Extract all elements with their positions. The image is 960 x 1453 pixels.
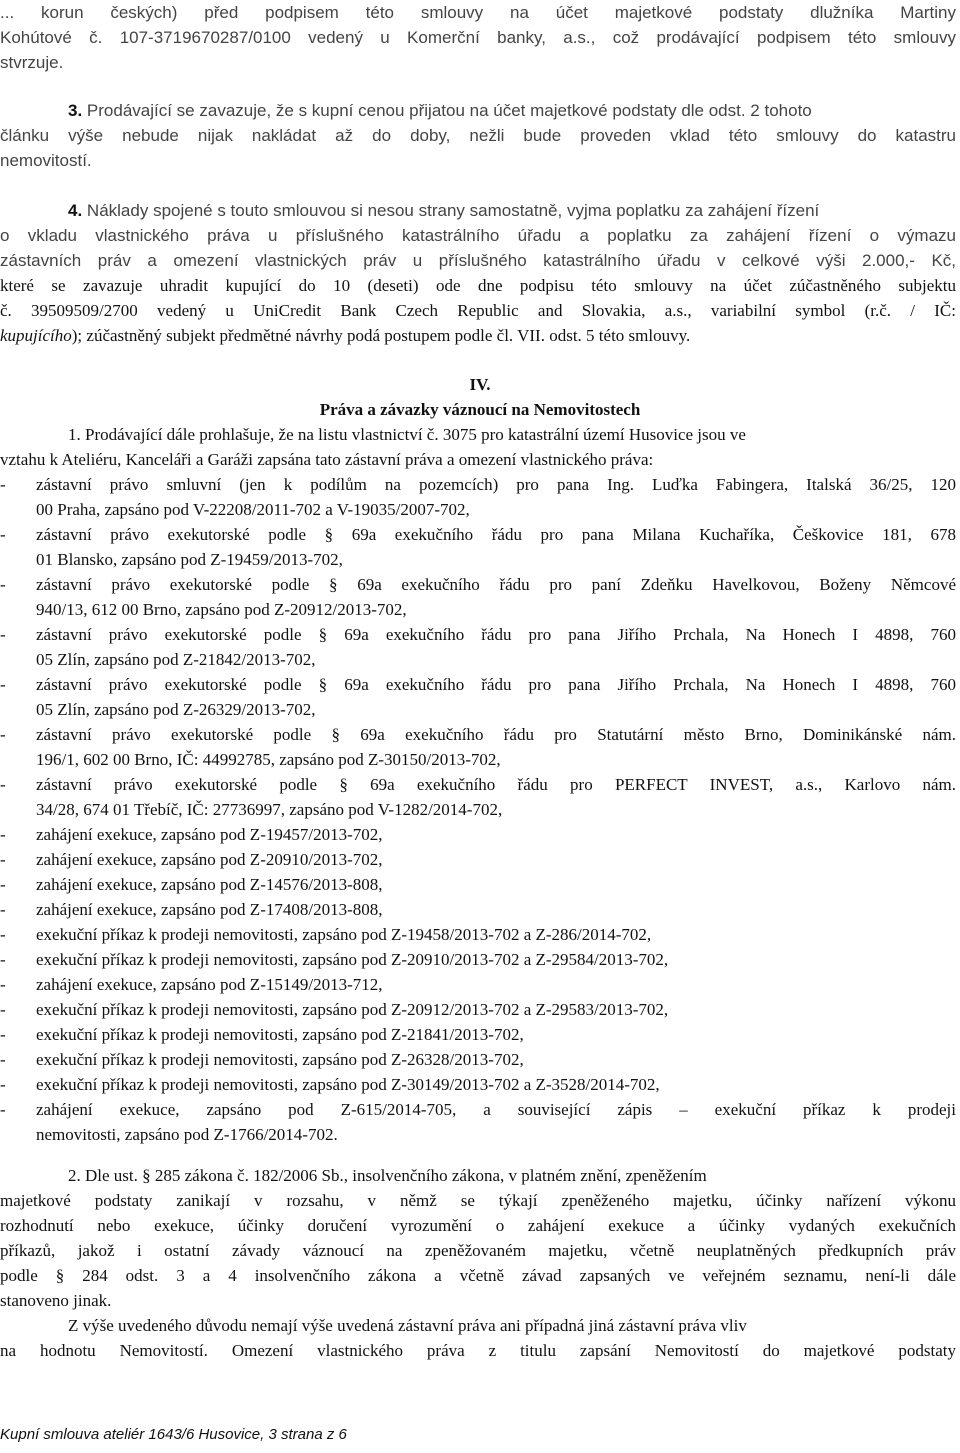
text-line: majetkové podstaty zanikají v rozsahu, v němž se týkají zpeněženého majetku, účinky nařízení výkonu	[0, 1191, 956, 1210]
text-line: které se zavazuje uhradit kupující do 10 (deseti) ode dne podpisu této smlouvy na účet zúčastněného subjektu	[0, 276, 956, 295]
list-dash: -	[0, 1075, 6, 1094]
list-dash: -	[0, 975, 6, 994]
list-dash: -	[0, 675, 6, 694]
list-item: zástavní právo exekutorské podle § 69a exekučního řádu pro pana Jiřího Prchala, Na Honech I 4898, 760	[36, 675, 956, 694]
list-item: zástavní právo smluvní (jen k podílům na pozemcích) pro pana Ing. Luďka Fabingera, Italská 36/25, 120	[36, 475, 956, 494]
list-item: zahájení exekuce, zapsáno pod Z-615/2014-705, a související zápis – exekuční příkaz k prodeji	[36, 1100, 956, 1119]
list-item: zástavní právo exekutorské podle § 69a exekučního řádu pro paní Zdeňku Havelkovou, Boženy Němcové	[36, 575, 956, 594]
list-dash: -	[0, 950, 6, 969]
list-dash: -	[0, 1025, 6, 1044]
text-line: stanoveno jinak.	[0, 1291, 112, 1310]
list-item: zástavní právo exekutorské podle § 69a exekučního řádu pro PERFECT INVEST, a.s., Karlovo nám.	[36, 775, 956, 794]
list-item-continuation: 196/1, 602 00 Brno, IČ: 44992785, zapsáno pod Z-30150/2013-702,	[36, 750, 501, 769]
list-item: zahájení exekuce, zapsáno pod Z-17408/2013-808,	[36, 900, 383, 919]
list-item: exekuční příkaz k prodeji nemovitosti, zapsáno pod Z-19458/2013-702 a Z-286/2014-702,	[36, 925, 652, 944]
text-line: Kohútové č. 107-3719670287/0100 vedený u Komerční banky, a.s., což prodávající podpisem této smlouvy	[0, 28, 956, 47]
text-line: stvrzuje.	[0, 53, 64, 72]
section-1-first-line: 1. Prodávající dále prohlašuje, že na listu vlastnictví č. 3075 pro katastrální území Husovice jsou ve	[68, 425, 746, 444]
list-item-continuation: 05 Zlín, zapsáno pod Z-26329/2013-702,	[36, 700, 316, 719]
list-item: exekuční příkaz k prodeji nemovitosti, zapsáno pod Z-26328/2013-702,	[36, 1050, 524, 1069]
text-line: Z výše uvedeného důvodu nemají výše uvedená zástavní práva ani případná jiná zástavní práva vliv	[68, 1316, 747, 1335]
text-line: nemovitostí.	[0, 151, 92, 170]
list-item: zahájení exekuce, zapsáno pod Z-19457/2013-702,	[36, 825, 383, 844]
list-dash: -	[0, 525, 6, 544]
list-item-continuation: nemovitosti, zapsáno pod Z-1766/2014-702.	[36, 1125, 338, 1144]
list-item: exekuční příkaz k prodeji nemovitosti, zapsáno pod Z-20912/2013-702 a Z-29583/2013-702,	[36, 1000, 669, 1019]
text-line: podle § 284 odst. 3 a 4 insolvenčního zákona a včetně závad zapsaných ve veřejném seznamu, není-li dále	[0, 1266, 956, 1285]
paragraph-number: 4.	[68, 201, 83, 220]
section-title: Práva a závazky váznoucí na Nemovitostech	[319, 400, 641, 419]
text-line: o vkladu vlastnického práva u příslušného katastrálního úřadu a poplatku za zahájení řízení o výmazu	[0, 226, 956, 245]
list-dash: -	[0, 1100, 6, 1119]
text-line: Prodávající se zavazuje, že s kupní cenou přijatou na účet majetkové podstaty dle odst. 2 tohoto	[86, 101, 812, 120]
list-dash: -	[0, 475, 6, 494]
text-line: vztahu k Ateliéru, Kanceláři a Garáži zapsána tato zástavní práva a omezení vlastnického práva:	[0, 450, 654, 469]
page-footer: Kupní smlouva ateliér 1643/6 Husovice, 3 strana z 6	[0, 1426, 347, 1443]
list-item: zástavní právo exekutorské podle § 69a exekučního řádu pro pana Jiřího Prchala, Na Honech I 4898, 760	[36, 625, 956, 644]
list-item: zahájení exekuce, zapsáno pod Z-20910/2013-702,	[36, 850, 383, 869]
list-item: zahájení exekuce, zapsáno pod Z-15149/2013-712,	[36, 975, 383, 994]
list-dash: -	[0, 1000, 6, 1019]
list-item-continuation: 34/28, 674 01 Třebíč, IČ: 27736997, zapsáno pod V-1282/2014-702,	[36, 800, 503, 819]
list-dash: -	[0, 1050, 6, 1069]
list-item-continuation: 940/13, 612 00 Brno, zapsáno pod Z-20912/2013-702,	[36, 600, 407, 619]
paragraph-4-first-line	[0, 198, 956, 223]
list-dash: -	[0, 825, 6, 844]
list-item: exekuční příkaz k prodeji nemovitosti, zapsáno pod Z-20910/2013-702 a Z-29584/2013-702,	[36, 950, 669, 969]
list-item-continuation: 05 Zlín, zapsáno pod Z-21842/2013-702,	[36, 650, 316, 669]
list-item-continuation: 00 Praha, zapsáno pod V-22208/2011-702 a V-19035/2007-702,	[36, 500, 470, 519]
list-item: exekuční příkaz k prodeji nemovitosti, zapsáno pod Z-21841/2013-702,	[36, 1025, 524, 1044]
list-item: zástavní právo exekutorské podle § 69a exekučního řádu pro pana Milana Kuchaříka, Češkovice 181, 678	[36, 525, 956, 544]
text-line: ... korun českých) před podpisem této smlouvy na účet majetkové podstaty dlužníka Martiny	[0, 3, 956, 22]
section-2-first-line: 2. Dle ust. § 285 zákona č. 182/2006 Sb., insolvenčního zákona, v platném znění, zpeněžením	[68, 1166, 707, 1185]
list-item: zahájení exekuce, zapsáno pod Z-14576/2013-808,	[36, 875, 383, 894]
text-line: příkazů, jakož i ostatní závady váznoucí na zpeněžovaném majetku, včetně neuplatněných předkupních práv	[0, 1241, 956, 1260]
text-line: kupujícího); zúčastněný subjekt předmětné návrhy podá postupem podle čl. VII. odst. 5 této smlouvy.	[0, 326, 691, 345]
list-item: exekuční příkaz k prodeji nemovitosti, zapsáno pod Z-30149/2013-702 a Z-3528/2014-702,	[36, 1075, 660, 1094]
text-line: zástavních práv a omezení vlastnických práv u příslušného katastrálního úřadu v celkové výši 2.000,- Kč,	[0, 251, 956, 270]
list-item-continuation: 01 Blansko, zapsáno pod Z-19459/2013-702,	[36, 550, 343, 569]
list-dash: -	[0, 900, 6, 919]
list-dash: -	[0, 875, 6, 894]
list-dash: -	[0, 575, 6, 594]
list-dash: -	[0, 925, 6, 944]
text-line: článku výše nebude nijak nakládat až do doby, nežli bude proveden vklad této smlouvy do katastru	[0, 126, 956, 145]
text-line: rozhodnutí nebo exekuce, účinky doručení vyrozumění o zahájení exekuce a účinky vydaných exekučních	[0, 1216, 956, 1235]
list-dash: -	[0, 625, 6, 644]
text-line: na hodnotu Nemovitostí. Omezení vlastnického práva z titulu zapsání Nemovitostí do majetkové podstaty	[0, 1341, 956, 1360]
list-dash: -	[0, 775, 6, 794]
paragraph-number: 3.	[68, 101, 83, 120]
list-item: zástavní právo exekutorské podle § 69a exekučního řádu pro Statutární město Brno, Dominikánské nám.	[36, 725, 956, 744]
paragraph-3-first-line	[0, 98, 956, 123]
section-number: IV.	[469, 375, 491, 394]
text-line: č. 39509509/2700 vedený u UniCredit Bank Czech Republic and Slovakia, a.s., variabilní symbol (r.č. / IČ:	[0, 301, 956, 320]
list-dash: -	[0, 725, 6, 744]
list-dash: -	[0, 850, 6, 869]
text-line: Náklady spojené s touto smlouvou si nesou strany samostatně, vyjma poplatku za zahájení řízení	[86, 201, 820, 220]
